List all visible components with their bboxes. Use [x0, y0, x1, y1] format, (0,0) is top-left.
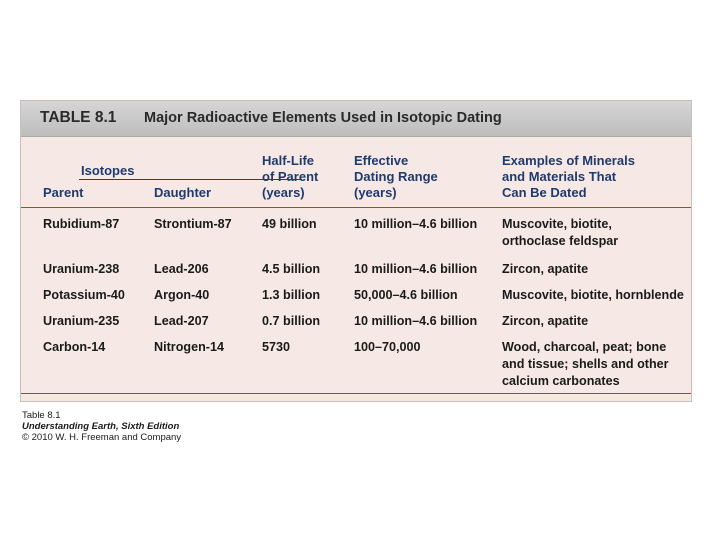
row-0-parent: Rubidium-87	[43, 217, 120, 231]
row-3-half-life: 0.7 billion	[262, 314, 321, 328]
row-0-examples: Muscovite, biotite, orthoclase feldspar	[502, 217, 619, 248]
header-divider	[21, 207, 691, 208]
row-4-parent: Carbon-14	[43, 340, 106, 354]
table-frame	[20, 100, 692, 402]
header-half-life: Half-Life of Parent (years)	[262, 153, 319, 200]
caption-copyright: © 2010 W. H. Freeman and Company	[22, 432, 182, 443]
row-3-parent: Uranium-235	[43, 314, 120, 328]
header-dating-range: Effective Dating Range (years)	[354, 153, 438, 200]
table-number: TABLE 8.1	[40, 109, 117, 126]
table-bottom-rule	[21, 393, 691, 394]
table-title: Major Radioactive Elements Used in Isotopic Dating	[144, 110, 502, 126]
header-daughter: Daughter	[154, 185, 212, 200]
row-1-range: 10 million–4.6 billion	[354, 262, 478, 276]
row-0-range: 10 million–4.6 billion	[354, 217, 478, 231]
row-3-examples: Zircon, apatite	[502, 314, 589, 328]
row-3-range: 10 million–4.6 billion	[354, 314, 478, 328]
row-3-daughter: Lead-207	[154, 314, 209, 328]
row-2-daughter: Argon-40	[154, 288, 210, 302]
caption-table-label: Table 8.1	[22, 410, 61, 421]
row-2-examples: Muscovite, biotite, hornblende	[502, 288, 684, 302]
header-examples: Examples of Minerals and Materials That Can Be Dated	[502, 153, 635, 200]
row-2-range: 50,000–4.6 billion	[354, 288, 458, 302]
table-title-bar	[21, 101, 691, 137]
row-4-examples: Wood, charcoal, peat; bone and tissue; shells and other calcium carbonates	[502, 340, 669, 388]
row-0-half-life: 49 billion	[262, 217, 317, 231]
row-1-daughter: Lead-206	[154, 262, 209, 276]
header-isotopes: Isotopes	[81, 163, 135, 178]
header-parent: Parent	[43, 185, 84, 200]
row-1-parent: Uranium-238	[43, 262, 120, 276]
row-2-parent: Potassium-40	[43, 288, 125, 302]
row-2-half-life: 1.3 billion	[262, 288, 321, 302]
row-4-half-life: 5730	[262, 340, 291, 354]
row-0-daughter: Strontium-87	[154, 217, 232, 231]
row-4-range: 100–70,000	[354, 340, 421, 354]
row-4-daughter: Nitrogen-14	[154, 340, 224, 354]
caption-book-title: Understanding Earth, Sixth Edition	[22, 421, 180, 432]
row-1-examples: Zircon, apatite	[502, 262, 589, 276]
row-1-half-life: 4.5 billion	[262, 262, 321, 276]
figure-caption	[22, 410, 181, 443]
